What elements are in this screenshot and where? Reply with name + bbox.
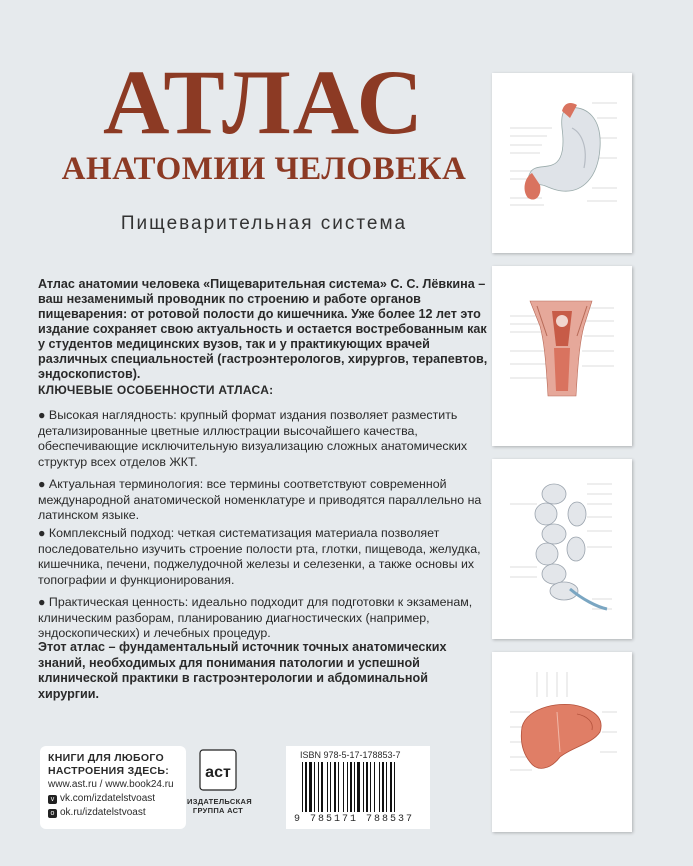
barcode-stripe [305, 762, 307, 812]
barcode-stripe [382, 762, 384, 812]
book-title: АТЛАС [103, 51, 425, 153]
promo-vk-link[interactable]: vk.com/izdatelstvoast [60, 793, 156, 804]
book-title-line2: АНАТОМИИ ЧЕЛОВЕКА [61, 151, 467, 187]
barcode-stripe [318, 762, 319, 812]
barcode-stripe [343, 762, 344, 812]
barcode-stripe [330, 762, 331, 812]
feature-item: ● Практическая ценность: идеально подходит для подготовки к экзаменам, клиническим разборам, планированию диагностических (например, эндоскопических) и лечебных процедур. [38, 595, 473, 640]
barcode-stripe [394, 762, 395, 812]
logo-mark: аст [205, 764, 231, 781]
closing-paragraph: Этот атлас – фундаментальный источник точных анатомических знаний, необходимых для понимания патологии и успешной клинической практики в гастроэнтерологии и абдоминальной хирургии. [38, 640, 447, 701]
barcode-stripe [321, 762, 323, 812]
logo-line1: ИЗДАТЕЛЬСКАЯ [187, 797, 252, 806]
barcode-stripe [309, 762, 312, 812]
book-subtitle: Пищеварительная система [120, 213, 408, 234]
barcode-stripe [347, 762, 348, 812]
barcode-box [286, 746, 430, 829]
intro-paragraph: Атлас анатомии человека «Пищеварительная система» С. С. Лёвкина – ваш незаменимый проводник по строению и работе органов пищеварения: от ротовой полости до кишечника. Уже более 12 лет это издание сохраняет свою актуальность и остается востребованным как у студентов медицинских вузов, так и у практикующих врачей различных специальностей (гастроэнтерологов, хирургов, терапевтов, эндоскопистов). [38, 277, 488, 381]
promo-sites[interactable]: www.ast.ru / www.book24.ru [48, 779, 174, 790]
barcode-stripe [350, 762, 352, 812]
barcode-stripe [334, 762, 336, 812]
isbn-text: ISBN 978-5-17-178853-7 [300, 750, 401, 760]
logo-line2: ГРУППА АСТ [192, 806, 244, 815]
barcode-stripe [314, 762, 315, 812]
barcode-stripe [386, 762, 387, 812]
barcode-bars [300, 762, 418, 812]
barcode-stripe [390, 762, 392, 812]
barcode-stripe [374, 762, 375, 812]
promo-box [40, 746, 186, 829]
feature-item: ● Актуальная терминология: все термины соответствуют современной международной анатомической номенклатуре и приводятся параллельно на латинском языке. [38, 477, 482, 522]
barcode-stripe [354, 762, 355, 812]
barcode-stripe [379, 762, 380, 812]
features-heading: КЛЮЧЕВЫЕ ОСОБЕННОСТИ АТЛАСА: [38, 383, 274, 397]
feature-item: ● Высокая наглядность: крупный формат издания позволяет разместить детализированные цветные иллюстрации высочайшего качества, обеспечивающие исключительную визуализацию сложных анатомических структур всех отделов ЖКТ. [38, 408, 468, 469]
vk-icon: v [48, 795, 57, 804]
feature-item: ● Комплексный подход: четкая систематизация материала позволяет последовательно изучить строение полости рта, глотки, пищевода, желудка, кишечника, печени, поджелудочной железы и селезенки, а также основы их топографии и функционирования. [38, 526, 481, 587]
publisher-logo [187, 748, 252, 824]
barcode-stripe [357, 762, 360, 812]
barcode-digits: 9 785171 788537 [294, 814, 415, 825]
barcode-stripe [363, 762, 364, 812]
illustration-intestine [492, 459, 632, 639]
illustration-liver [492, 652, 632, 832]
barcode-stripe [338, 762, 339, 812]
barcode-stripe [366, 762, 368, 812]
barcode-stripe [302, 762, 303, 812]
title-block [44, 51, 484, 188]
ast-logo-icon [198, 748, 238, 792]
promo-heading: КНИГИ ДЛЯ ЛЮБОГО НАСТРОЕНИЯ ЗДЕСЬ: [48, 752, 170, 777]
illustration-pharynx [492, 266, 632, 446]
barcode-stripe [327, 762, 328, 812]
illustration-stomach [492, 73, 632, 253]
ok-icon: o [48, 809, 57, 818]
promo-ok-link[interactable]: ok.ru/izdatelstvoast [60, 807, 146, 818]
barcode-stripe [370, 762, 371, 812]
